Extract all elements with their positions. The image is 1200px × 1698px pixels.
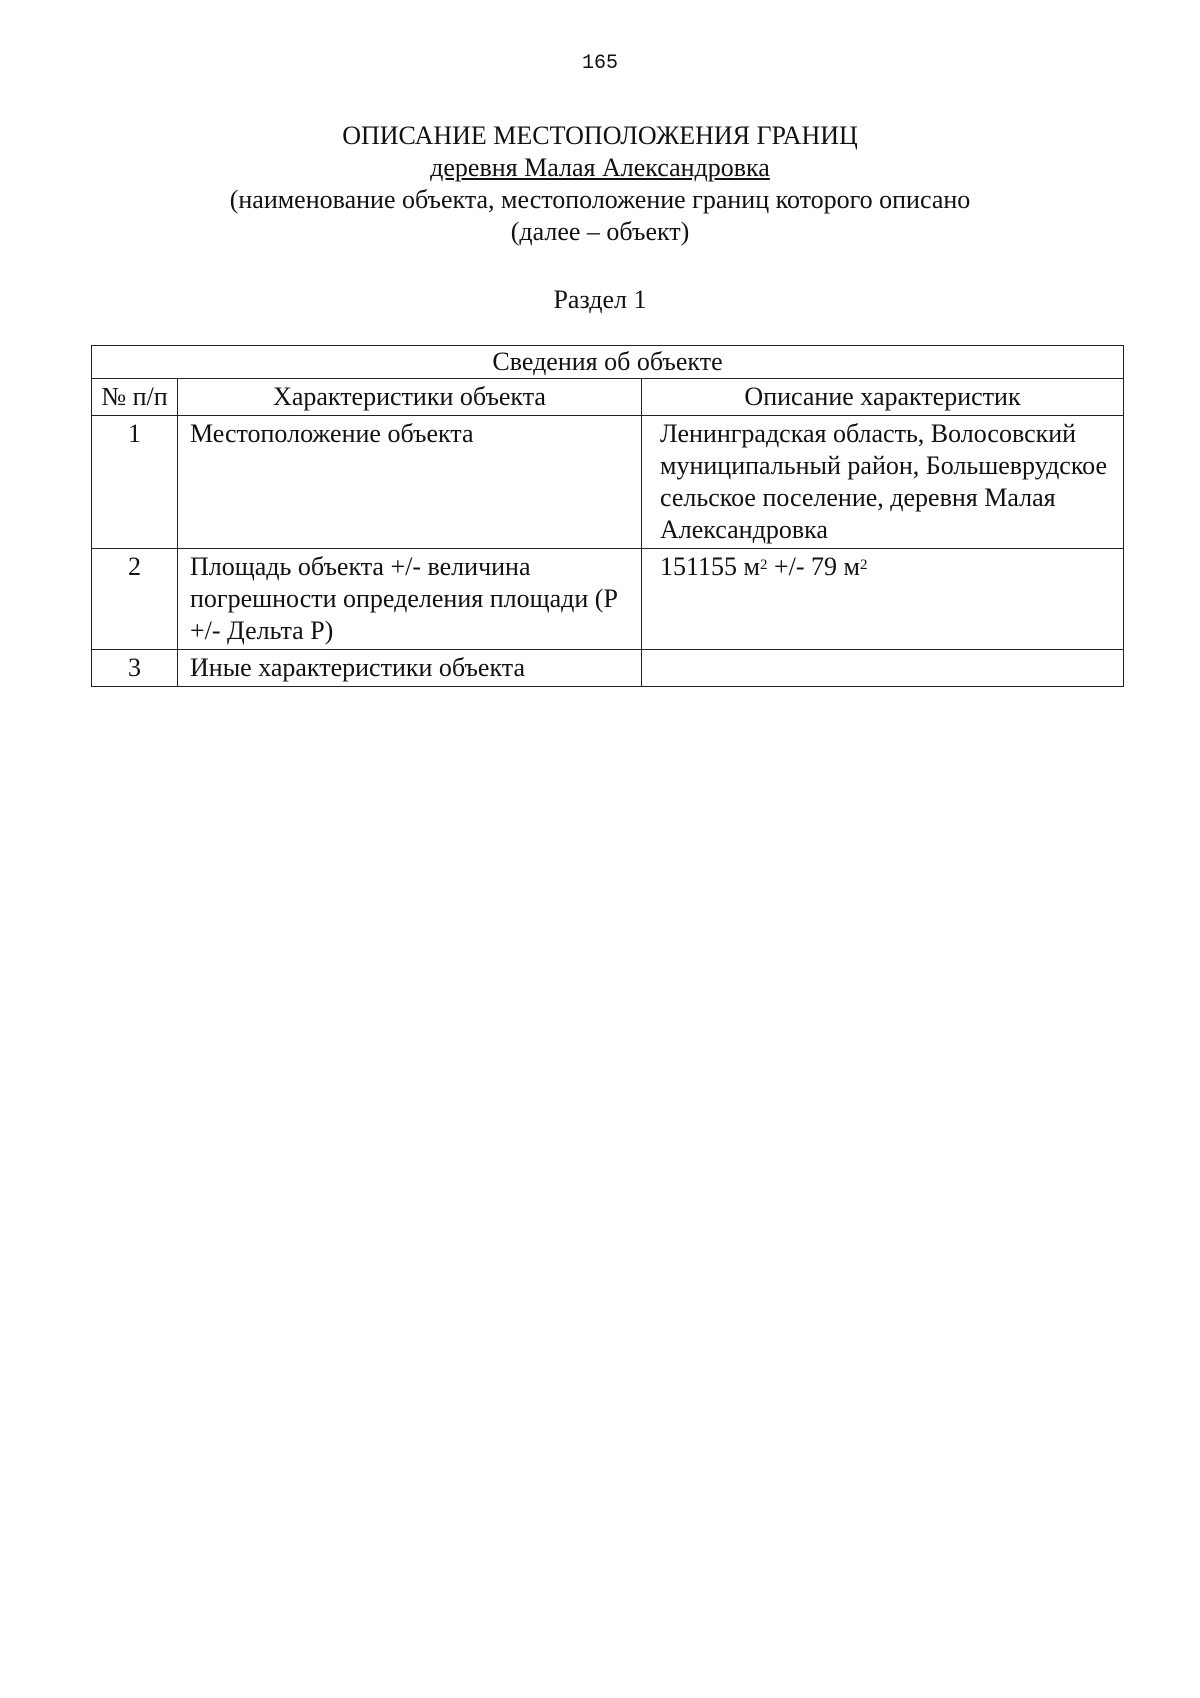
document-title [0,120,1200,248]
table-header-row [92,379,1124,416]
title-line-1: ОПИСАНИЕ МЕСТОПОЛОЖЕНИЯ ГРАНИЦ [342,121,858,150]
tolerance-value: +/- 79 м [767,552,860,581]
table-row [92,650,1124,687]
area-value: 151155 м [660,552,760,581]
table-caption-row [92,346,1124,379]
row-num: 3 [92,650,178,687]
title-line-3: (наименование объекта, местоположение границ которого описано [229,185,971,214]
header-description: Описание характеристик [642,379,1124,416]
object-info-table [91,345,1124,687]
row-description: Ленинградская область, Волосовский муниципальный район, Большеврудское сельское поселение, деревня Малая Александровка [642,416,1124,549]
tolerance-unit-exponent: 2 [860,557,868,573]
header-characteristic: Характеристики объекта [178,379,642,416]
header-num: № п/п [92,379,178,416]
row-num: 2 [92,549,178,650]
row-characteristic: Местоположение объекта [178,416,642,549]
table-row [92,416,1124,549]
object-name: деревня Малая Александровка [430,153,770,182]
row-characteristic: Иные характеристики объекта [178,650,642,687]
row-characteristic: Площадь объекта +/- величина погрешности определения площади (Р +/- Дельта Р) [178,549,642,650]
section-title: Раздел 1 [553,285,647,314]
table-row [92,549,1124,650]
table-caption: Сведения об объекте [92,346,1124,379]
title-line-4: (далее – объект) [510,217,690,246]
area-unit-exponent: 2 [760,557,768,573]
row-num: 1 [92,416,178,549]
row-description [642,650,1124,687]
row-description [642,549,1124,650]
page-number: 165 [581,52,618,75]
